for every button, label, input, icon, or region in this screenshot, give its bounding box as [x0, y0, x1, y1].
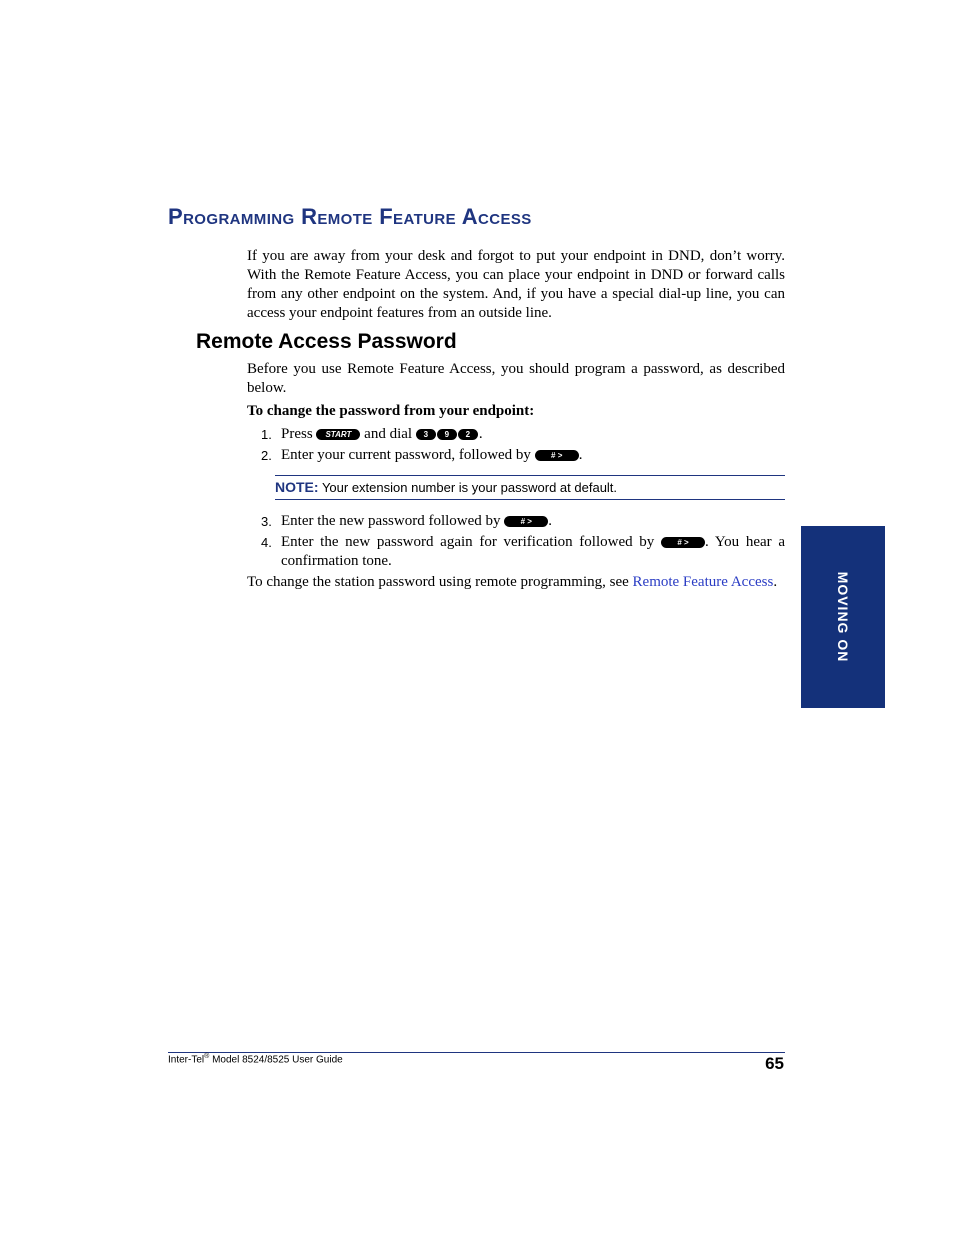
step-3 [261, 512, 785, 531]
step-2 [261, 446, 785, 465]
subsection-paragraph: Before you use Remote Feature Access, you should program a password, as described below. [247, 361, 785, 396]
digit-2-key-icon: 2 [458, 429, 478, 440]
remote-feature-access-link[interactable]: Remote Feature Access [632, 574, 774, 590]
pound-key-icon: # > [504, 516, 548, 527]
page-number: 65 [765, 1054, 784, 1073]
intro-paragraph: If you are away from your desk and forgot to put your endpoint in DND, don’t worry. With the Remote Feature Access, you can place your endpoint in DND or forward calls from any other endpoint on the system. And, if you have a special dial-up line, you can access your endpoint features from an outside line. [247, 248, 785, 321]
note-text: Your extension number is your password at default. [321, 480, 618, 495]
step-number: 4. [261, 535, 272, 550]
step-4 [261, 533, 785, 571]
pound-key-icon: # > [661, 537, 705, 548]
step-text: Enter the new password again for verification followed by # > . You hear a confirmation tone. [281, 534, 786, 569]
section-title: Programming Remote Feature Access [168, 204, 532, 229]
footer-guide-title: Inter-Tel® Model 8524/8525 User Guide [168, 1053, 343, 1066]
step-1 [261, 425, 785, 444]
side-tab-label: MOVING ON [835, 571, 851, 663]
procedure-heading: To change the password from your endpoint: [247, 403, 535, 419]
step-number: 1. [261, 427, 272, 442]
note-label: NOTE: [275, 479, 319, 495]
closing-paragraph: To change the station password using remote programming, see Remote Feature Access. [247, 574, 778, 590]
digit-9-key-icon: 9 [437, 429, 457, 440]
pound-key-icon: # > [535, 450, 579, 461]
digit-3-key-icon: 3 [416, 429, 436, 440]
chapter-side-tab [801, 526, 885, 708]
step-text: Press START and dial 3 9 2 . [281, 426, 483, 442]
start-key-icon: START [316, 429, 360, 440]
step-number: 3. [261, 514, 272, 529]
note-box [275, 475, 785, 500]
step-text: Enter your current password, followed by # > . [281, 447, 583, 463]
subsection-heading: Remote Access Password [196, 330, 457, 353]
step-number: 2. [261, 448, 272, 463]
step-text: Enter the new password followed by # > . [281, 513, 553, 529]
